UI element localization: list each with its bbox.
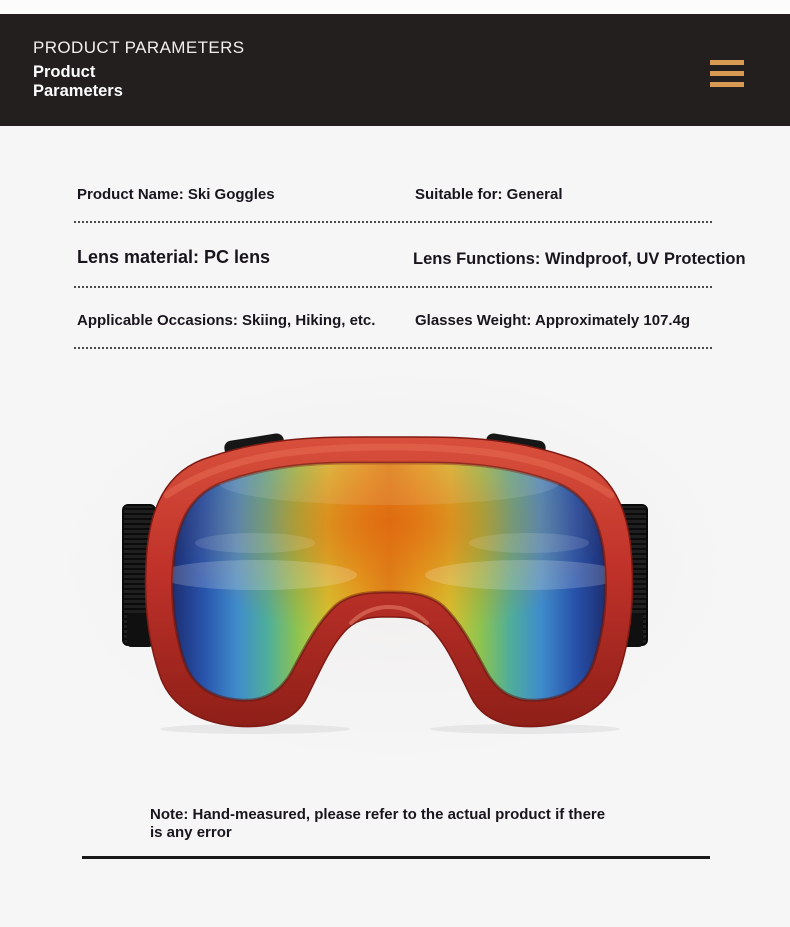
product-image-ski-goggles xyxy=(105,425,665,735)
row-divider xyxy=(74,347,712,349)
menu-icon-bar xyxy=(710,60,744,65)
section-title-line2: Parameters xyxy=(33,81,123,100)
section-title xyxy=(33,63,123,100)
lens-reflection xyxy=(425,560,625,590)
lens-reflection xyxy=(195,533,315,553)
section-title-line1: Product xyxy=(33,63,96,81)
note-line2: is any error xyxy=(150,823,232,841)
lens-reflection xyxy=(469,533,589,553)
param-occasions: Applicable Occasions: Skiing, Hiking, etc. xyxy=(77,312,376,329)
param-glasses-weight: Glasses Weight: Approximately 107.4g xyxy=(415,312,691,329)
section-end-divider xyxy=(82,856,710,859)
section-header xyxy=(0,14,790,126)
goggle-lens xyxy=(157,461,625,700)
param-suitable-for: Suitable for: General xyxy=(415,186,563,203)
menu-icon[interactable] xyxy=(710,60,744,87)
menu-icon-bar xyxy=(710,71,744,76)
row-divider xyxy=(74,286,712,288)
row-divider xyxy=(74,221,712,223)
note-line1: Note: Hand-measured, please refer to the actual product if there xyxy=(150,806,606,823)
param-lens-functions: Lens Functions: Windproof, UV Protection xyxy=(413,250,746,268)
param-product-name: Product Name: Ski Goggles xyxy=(77,186,275,203)
menu-icon-bar xyxy=(710,82,744,87)
top-margin-strip xyxy=(0,0,790,14)
section-subtitle: PRODUCT PARAMETERS xyxy=(33,38,245,57)
lens-reflection xyxy=(157,560,357,590)
param-lens-material: Lens material: PC lens xyxy=(77,247,271,267)
measurement-note xyxy=(150,806,605,841)
